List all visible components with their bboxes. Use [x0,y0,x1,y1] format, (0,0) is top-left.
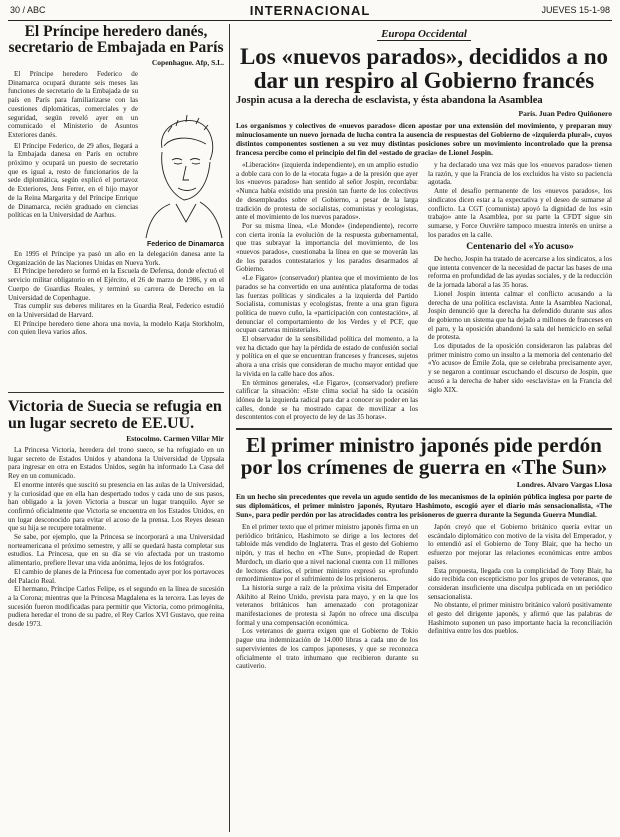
issue-date: JUEVES 15-1-98 [541,5,610,15]
prince-paragraph: Tras cumplir sus deberes militares en la Guardia Real, Federico estudió en la Universidad de Harvard. [8,302,224,319]
prince-portrait [140,108,224,248]
article-prince [8,24,224,416]
sweden-paragraph: El enorme interés que suscitó su presencia en las aulas de la Universidad, y la curiosidad que en ella han despertado todos y cada uno de sus pasos, han obligado a la joven Victoria a buscar un lugar tranquilo. Ayer se confirmó oficialmente que Victoria se encuentra en los Estados Unidos, en un lugar desconocido para evitar el acoso de la prensa. Los Reyes desean que su hija se recupere totalmente. [8,480,224,533]
france-body-left [236,161,418,433]
france-dateline: París. Juan Pedro Quiñonero [518,109,612,118]
france-paragraph: De hecho, Jospin ha tratado de acercarse a los sindicatos, a los que intenta convencer de la necesidad de pactar las bases de una reforma en profundidad de las ayudas sociales, y de la reducción de la jornada laboral a las 35 horas. [428,255,612,290]
france-paragraph: Por su misma línea, «Le Monde» (independiente), recorre con cierta ironía la evolución de la respuesta gubernamental, que tras subrayar la importancia del movimiento, de los «nuevos parados», cuestionaba la línea en que se moverán las de los parados contestatarios y los parados desarmados al Gobierno. [236,221,418,274]
left-column-divider [8,392,224,393]
sweden-paragraph: El cambio de planes de la Princesa fue comentado ayer por los portavoces del Palacio Real. [8,567,224,585]
prince-paragraph: El Príncipe heredero tiene ahora una novia, la modelo Katja Storkholm, con quien lleva varios años. [8,319,224,337]
france-subheadline: Jospin acusa a la derecha de esclavista, y ésta abandona la Asamblea [236,95,543,106]
prince-body-lower [8,250,224,337]
japan-headline: El primer ministro japonés pide perdón por los crímenes de guerra en «The Sun» [240,433,608,479]
france-paragraph: «Liberación» (izquierda independiente), en un amplio estudio a doble cara con lo de la «tocata fuga» a de la presión que ayer los «nuevos parados» han sentido al señor Jospin, recordaba: «Nunca había existido una presión tan fuerte de los colectivos de desempleados sobre el Gobierno, a pesar de la larga tradición de protesta de socialistas, comunistas y ecologistas, ante el movimiento de los nuevos parados». [236,161,418,222]
japan-body-right [428,523,612,781]
japan-paragraph: En el primer texto que el primer ministro japonés firma en un periódico británico, Hashimoto se dirige a los lectores del tabloide más vendido de Inglaterra. Tras el gesto del Gobierno nipón, y tras el hecho en «The Sun», propiedad de Rupert Murdoch, un diario que a nivel nacional cuenta con 11 millones de lectores diarios, el primer ministro expresó su «profundo remordimiento» por el sufrimiento de los prisioneros. [236,523,418,584]
portrait-caption: Federico de Dinamarca [146,241,224,248]
france-paragraph: «Le Figaro» (conservador) plantea que el movimiento de los parados se ha convertido en una auténtica plataforma de todas las fuerzas políticas y sindicales a la izquierda del Partido Socialista, comunistas y ecologistas, frente a una gran figura política de nuevo cuño, la «participación con contestación», al denunciar el comportamiento de los Verdes y el PCF, que ocupan carteras ministeriales. [236,274,418,335]
japan-paragraph: Japón creyó que el Gobierno británico quería evitar un escándalo diplomático con motivo de la visita del Emperador, y lo entendió así el Gobierno de Tony Blair, que ha hecho un esfuerzo por mejorar las relaciones económicas entre ambos países. [428,523,612,566]
sweden-paragraph: La Princesa Victoria, heredera del trono sueco, se ha refugiado en un lugar secreto de Estados Unidos y abandona la Universidad de Uppsala para ingresar en otra en Estados Unidos, según ha informado La Casa del Rey en un comunicado. [8,446,224,481]
france-kicker: Europa Occidental [377,28,471,41]
france-paragraph: Lionel Jospin intenta calmar el conflicto acusando a la derecha de una política esclavista. Ante la Asamblea Nacional, Jospin denunció que la derecha ha defendido durante sus años de gobierno un sistema que ha dejado a millones de franceses en el paro, y la oposición abandonó la sala del hemiciclo en señal de protesta. [428,289,612,342]
prince-body-upper [8,70,138,220]
section-title: INTERNACIONAL [249,3,371,18]
prince-headline: El Príncipe heredero danés, secretario de Embajada en París [8,23,224,56]
sweden-headline: Victoria de Suecia se refugia en un lugar secreto de EE.UU. [8,398,222,432]
page-number: 30 / ABC [10,5,46,15]
prince-paragraph: En 1995 el Príncipe ya pasó un año en la delegación danesa ante la Organización de las Naciones Unidas en Nueva York. [8,250,224,267]
sweden-dateline: Estocolmo. Carmen Villar Mir [126,434,224,443]
article-sweden [8,398,224,836]
vertical-divider [229,24,230,832]
france-paragraph: Ante el desafío permanente de los «nuevos parados», los sindicatos dicen estar a la expectativa y el deseo de sumarse al conflicto. La CGT (comunista) apoyó la dignidad de los «sin trabajo» ante la Asamblea, por su parte la CFDT sigue sin sumarse, y Force Ouvrière tampoco muestra interés en unirse a los parados en la calle. [428,187,612,239]
prince-paragraph: El Príncipe Federico, de 29 años, llegará a la Embajada danesa en París en octubre próximo y ocupará un puesto de secretario que es igual a, resto de funcionarios de la sede diplomática, según explicó el portavoz de Exteriores, Jens Ferrer, en el hijo mayor de la Reina Margarita y del Príncipe Enrique de Dinamarca, recién graduado en ciencias políticas en la Universidad de Aarhus. [8,141,138,220]
france-paragraph: y ha declarado una vez más que los «nuevos parados» tienen la razón, y que la Francia de los excluidos ha visto su paciencia agotada. [428,161,612,187]
article-japan [236,434,612,781]
japan-paragraph: No obstante, el primer ministro británico valoró positivamente el gesto del dirigente japonés, y afirmó que las palabras de Hashimoto suponen un paso importante hacia la reconciliación definitiva entre los dos pueblos. [428,601,612,636]
japan-dateline: Londres. Alvaro Vargas Llosa [516,480,612,489]
france-body-right [428,161,612,433]
right-section-divider [236,428,612,430]
prince-paragraph: El Príncipe heredero Federico de Dinamarca ocupará durante seis meses las funciones de secretario de la Embajada de su país en París para familiarizarse con las cuestiones diplomáticas, comerciales y de seguridad, según reveló ayer en un comunicado el Ministerio de Asuntos Exteriores danés. [8,70,138,139]
japan-paragraph: Los veteranos de guerra exigen que el Gobierno de Tokio pague una indemnización de 14.000 libras a cada uno de los supervivientes de los campos japoneses, y que se reconozca oficialmente el trato inhumano que recibieron durante su cautiverio. [236,627,418,671]
sweden-body [8,446,224,836]
france-lead: Los organismos y colectivos de «nuevos parados» dicen apostar por una extensión del movimiento, y preparan muy minuciosamente un nuevo jornada de lucha contra la ausencia de respuestas del Gobierno de «izquierda plural», cuyos distintos componentes sostienen a su vez muy distintas posiciones sobre un movimiento incontrolado que la prensa francesa percibe como el principio del fin del «estado de gracia» de Lionel Jospin. [236,121,612,157]
portrait-drawing-icon [140,108,224,240]
prince-paragraph: El Príncipe heredero se formó en la Escuela de Defensa, donde efectuó el servicio militar obligatorio en el Ejército, el 26 de marzo de 1986, y en el Cuerpo de Guardias Reales, y terminó su carrera de Derecho en la Universidad de Copenhague. [8,267,224,302]
article-france [236,24,612,433]
japan-paragraph: Esta propuesta, llegada con la complicidad de Tony Blair, ha sido recibida con escepticismo por los grupos de veteranos, que consideran insuficiente una disculpa publicada en un periódico sensacionalista. [428,566,612,601]
france-paragraph: Los diputados de la oposición consideraron las palabras del primer ministro como un insulto a la memoria del centenario del «Yo acuso» de Émile Zola, que se celebraba precisamente ayer, y se negaron a continuar escuchando el discurso de Jospin, que acusó a la derecha de haber sido «esclavista» en la Francia del siglo XIX. [428,342,612,394]
france-paragraph: En términos generales, «Le Figaro», (conservador) prefiere calificar la situación: «Este clima social ha sido la ocasión idónea de la izquierda radical para dar a conocer su poder en las calles, donde se ha mostrado capaz de movilizar a los descontentos con el proyecto de ley de las 35 horas». [236,378,418,422]
japan-paragraph: La historia surge a raíz de la próxima visita del Emperador Akihito al Reino Unido, prevista para mayo, y en la que los veteranos británicos han amenazado con protagonizar manifestaciones de protesta si Japón no ofrece una disculpa formal y una compensación económica. [236,583,418,627]
page-header [8,2,612,21]
sweden-paragraph: El hermano, Príncipe Carlos Felipe, es el segundo en la línea de sucesión a la Corona; mientras que la Princesa Magdalena es la tercera. Las leyes de sucesión fueron modificadas para permitir que Victoria, como primogénita, pudiera heredar el trono de su padre, el Rey Carlos XVI Gustavo, que reina desde 1973. [8,585,224,629]
japan-lead: En un hecho sin precedentes que revela un agudo sentido de los mecanismos de la opinión pública inglesa por parte de sus diplomáticos, el primer ministro japonés, Ryutaro Hashimoto, escogió ayer el diario más sensacionalista, «The Sun», para pedir perdón por las atrocidades contra los prisioneros de guerra durante la Segunda Guerra Mundial. [236,492,612,519]
france-headline: Los «nuevos parados», decididos a no dar un respiro al Gobierno francés [239,44,609,93]
japan-body-left [236,523,418,781]
sweden-paragraph: Se sabe, por ejemplo, que la Princesa se incorporará a una Universidad norteamericana el próximo semestre, y allí se quedará hasta completar sus estudios. La Princesa, que en su día se vio afectada por un trastorno alimentario, prefiere llevar una vida anónima, lejos de los fotógrafos. [8,533,224,568]
france-subhead-centenary: Centenario del «Yo acuso» [466,242,574,253]
france-paragraph: El observador de la sensibilidad política del momento, a la vez ha dictado que hay la pérdida de estado de confusión social y política en el que se encuentran franceses y franceses, sujetos ahora a una crisis que consideran de mucho mayor entidad que la vivida en la calle hace dos años. [236,335,418,378]
prince-dateline: Copenhague. Afp, S.L. [151,58,224,67]
